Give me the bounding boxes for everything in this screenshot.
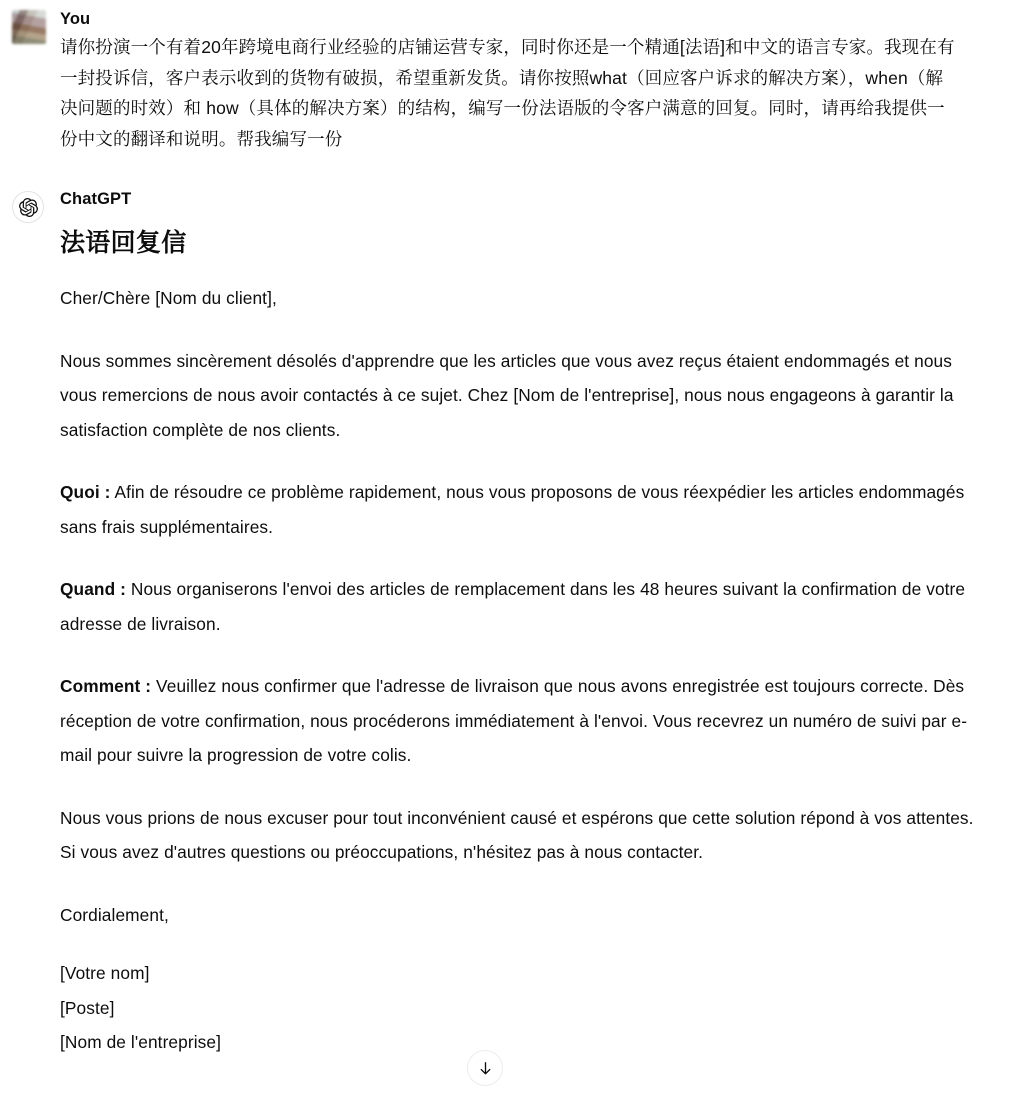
user-prompt-text: 请你扮演一个有着20年跨境电商行业经验的店铺运营专家，同时你还是一个精通[法语]和中文的语言专家。我现在有一封投诉信，客户表示收到的货物有破损，希望重新发货。请你按照what（回应客户诉求的解决方案），when（解决问题的时效）和 how（具体的解决方案）的结构，编写一份法语版的令客户满意的回复。同时，请再给我提供一份中文的翻译和说明。帮我编写一份 — [60, 37, 955, 149]
assistant-avatar-column — [12, 188, 60, 223]
signature-line-role: [Poste] — [60, 997, 115, 1018]
openai-logo-icon — [12, 191, 44, 223]
user-message-body — [60, 8, 1001, 154]
paragraph-text: Cher/Chère [Nom du client], — [60, 288, 277, 309]
user-author-name: You — [60, 10, 91, 28]
paragraph-text: Nous sommes sincèrement désolés d'apprendre que les articles que vous avez reçus étaient endommagés et nous vous remercions de nous avoir contactés à ce sujet. Chez [Nom de l'entreprise], nous nous engageons à garantir la satisfaction complète de nos clients. — [60, 350, 954, 440]
paragraph-text: Nous vous prions de nous excuser pour tout inconvénient causé et espérons que cette solution répond à vos attentes. Si vous avez d'autres questions ou préoccupations, n'hésitez pas à nous contacter. — [60, 807, 974, 863]
paragraph-greeting — [60, 281, 990, 316]
assistant-message-body — [60, 188, 1001, 1059]
user-avatar-column — [12, 8, 60, 44]
signature-line-company: [Nom de l'entreprise] — [60, 1032, 221, 1053]
paragraph-intro — [60, 344, 990, 448]
assistant-author-name: ChatGPT — [60, 190, 132, 209]
scroll-to-bottom-button[interactable] — [467, 1050, 503, 1086]
paragraph-text: Nous organiserons l'envoi des articles de remplacement dans les 48 heures suivant la confirmation de votre adresse de livraison. — [60, 579, 966, 634]
answer-title: 法语回复信 — [60, 228, 187, 257]
assistant-answer — [60, 213, 991, 1060]
paragraph-quoi — [60, 475, 990, 544]
paragraph-apology — [60, 801, 990, 870]
paragraph-lead-comment: Comment : — [60, 676, 152, 697]
paragraph-closing — [60, 898, 990, 933]
arrow-down-icon — [477, 1060, 494, 1077]
paragraph-lead-quand: Quand : — [60, 579, 126, 600]
paragraph-quand — [60, 572, 990, 641]
signature-line-name: [Votre nom] — [60, 963, 150, 984]
message-assistant — [0, 154, 1019, 1059]
user-photo-avatar — [12, 10, 46, 44]
paragraph-text: Afin de résoudre ce problème rapidement, nous vous proposons de vous réexpédier les articles endommagés sans frais supplémentaires. — [60, 482, 965, 537]
paragraph-text: Veuillez nous confirmer que l'adresse de livraison que nous avons enregistrée est toujours correcte. Dès réception de votre confirmation, nous procéderons immédiatement à l'envoi. Vous recevrez un numéro de suivi par e-mail pour suivre la progression de votre colis. — [60, 676, 968, 766]
signature-block — [60, 956, 991, 1060]
paragraph-comment — [60, 669, 990, 773]
message-user — [0, 0, 1019, 154]
paragraph-text: Cordialement, — [60, 904, 169, 925]
paragraph-lead-quoi: Quoi : — [60, 482, 111, 503]
